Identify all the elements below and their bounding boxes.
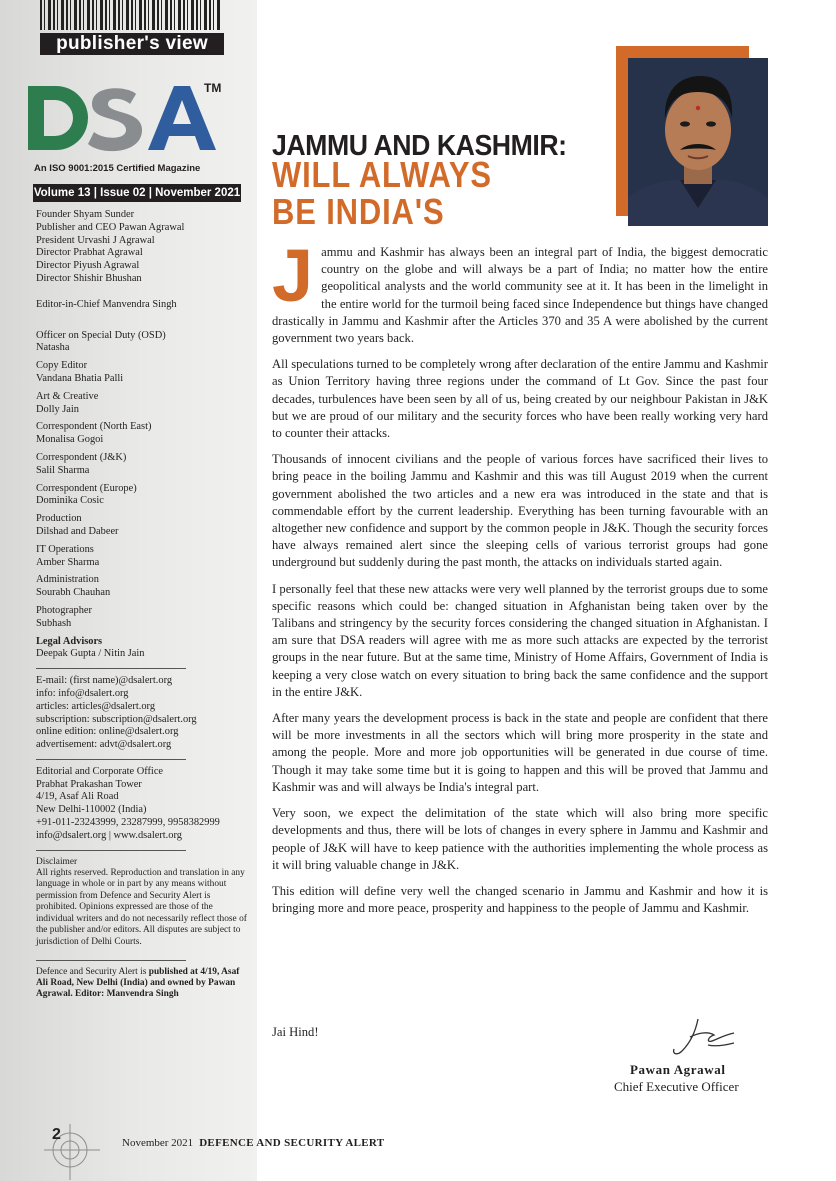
divider: [36, 960, 186, 961]
email-line: advertisement: advt@dsalert.org: [36, 739, 172, 751]
headline-line-2: WILL ALWAYS: [272, 154, 492, 195]
email-line: articles: articles@dsalert.org: [36, 700, 156, 712]
issue-banner: Volume 13 | Issue 02 | November 2021: [33, 184, 241, 202]
headline-line-1: JAMMU AND KASHMIR:: [272, 130, 567, 162]
staff-name: Dolly Jain: [36, 403, 80, 415]
legal-advisors-names: Deepak Gupta / Nitin Jain: [36, 648, 145, 660]
masthead-credits: [36, 209, 248, 1000]
email-line: info: info@dsalert.org: [36, 687, 129, 699]
page-footer: [122, 1137, 384, 1149]
tagline: An ISO 9001:2015 Certified Magazine: [34, 163, 201, 174]
office-line: +91-011-23243999, 23287999, 9958382999: [36, 817, 220, 829]
email-line: subscription: subscription@dsalert.org: [36, 713, 197, 725]
article-paragraph: All speculations turned to be completely wrong after declaration of the entire Jammu and Kashmir as Union Territory having three regions under the command of Lt Gov. Since the past four decades, turbulences have been seen by all of us, being created by our neighbour Pakistan in J&K but we are proud of our military and the security forces who have been really working very hard to counter their attacks.: [272, 357, 768, 441]
drop-cap: J: [272, 234, 314, 317]
article-paragraph: This edition will define very well the changed scenario in Jammu and Kashmir and how it is bringing more and more peace, prosperity and happiness to the people of Jammu and Kashmir.: [272, 883, 768, 916]
staff-name: Dominika Cosic: [36, 495, 104, 507]
editor-in-chief: Editor-in-Chief Manvendra Singh: [36, 298, 177, 310]
staff-name: Vandana Bhatia Palli: [36, 372, 124, 384]
legal-advisors-label: Legal Advisors: [36, 635, 103, 647]
masthead-sidebar: [0, 0, 257, 1181]
staff-name: Natasha: [36, 342, 70, 354]
publication-note-text: Defence and Security Alert is: [36, 966, 149, 977]
footer-date: November 2021: [122, 1137, 194, 1149]
paragraph-text: ammu and Kashmir has always been an integral part of India, the biggest democratic country on the globe and will always be a part of India; no matter how the entire geopolitical analysts and the world community see at it. It has been in the limelight in the entire world for the turmoil being faced since Independence but things have changed drastically in Jammu and Kashmir after the Articles 370 and 35 A were abolished by the current government two years back.: [272, 245, 768, 346]
founder-line: Founder Shyam Sunder: [36, 209, 135, 220]
crosshair-icon: [40, 1120, 100, 1180]
office-line: Prabhat Prakashan Tower: [36, 778, 142, 790]
office-line: info@dsalert.org | www.dsalert.org: [36, 829, 182, 841]
office-line: New Delhi-110002 (India): [36, 804, 147, 816]
article-paragraph: Very soon, we expect the delimitation of the state which will also bring more specific developments and thus, there will be lots of changes in every sphere in Jammu and Kashmir and people of J&K will have to keep patience with the authorities implementing the whole process as it will bring valuable change in J&K.: [272, 806, 768, 872]
staff-list: [36, 330, 248, 662]
office-address: [36, 766, 248, 843]
disclaimer-label: Disclaimer: [36, 856, 78, 867]
divider: [36, 668, 186, 669]
article-paragraph: Thousands of innocent civilians and the people of various forces have sacrificed their lives to bring peace in the boiling Jammu and Kashmir and this was till August 2019 when the current government abolished the two articles and a new era was introduced in the state and that is commendable effort by the current leadership. Everything has been turning favourable with an altogether new confidence and support by the common people in J&K. Though the security forces have always remained alert since the sleeping cells of various terrorist groups had gone underground but suddenly during the past month, the attacks on individuals started again.: [272, 452, 768, 570]
staff-role: Photographer: [36, 604, 92, 616]
staff-role: Administration: [36, 574, 99, 586]
logo-tm: TM: [204, 81, 222, 95]
founders-list: [36, 209, 248, 286]
founder-line: President Urvashi J Agrawal: [36, 234, 155, 246]
signoff: Jai Hind!: [272, 1025, 319, 1039]
staff-role: Officer on Special Duty (OSD): [36, 329, 166, 341]
email-line: online edition: online@dsalert.org: [36, 726, 179, 738]
signature-icon: [668, 1015, 738, 1060]
staff-name: Subhash: [36, 617, 72, 629]
footer-publication: DEFENCE AND SECURITY ALERT: [199, 1137, 385, 1149]
staff-role: IT Operations: [36, 543, 94, 555]
editorial-article: [272, 234, 768, 926]
staff-role: Production: [36, 513, 82, 525]
founder-line: Director Prabhat Agrawal: [36, 247, 143, 259]
office-line: 4/19, Asaf Ali Road: [36, 791, 119, 803]
publishers-view-banner: publisher's view: [40, 33, 224, 55]
founder-line: Director Shishir Bhushan: [36, 272, 142, 284]
office-line: Editorial and Corporate Office: [36, 765, 164, 777]
dsa-logo: [28, 80, 228, 160]
staff-role: Correspondent (North East): [36, 421, 152, 433]
staff-role: Correspondent (J&K): [36, 451, 127, 463]
author-title: Chief Executive Officer: [614, 1079, 739, 1094]
headline-line-3: BE INDIA'S: [272, 191, 445, 232]
founder-line: Publisher and CEO Pawan Agrawal: [36, 221, 185, 233]
author-name: Pawan Agrawal: [630, 1062, 726, 1077]
article-paragraph: I personally feel that these new attacks were very well planned by the terrorist groups due to some specific reasons which could be: changed situation in Afghanistan being taken over by the Talibans and stringency by the security forces considering the changed situation in Afghanistan. I am sure that DSA readers will agree with me as more such attacks are expected by the terrorist groups in the near future. But at the same time, Ministry of Home Affairs, Government of India is keeping a very close watch on every situation to bring back the same confidence and the support in the entire J&K.: [272, 581, 768, 699]
staff-name: Sourabh Chauhan: [36, 587, 111, 599]
staff-role: Copy Editor: [36, 360, 88, 372]
author-photo: [628, 58, 768, 226]
disclaimer-text: All rights reserved. Reproduction and translation in any language in whole or in part by any means without permission from Defence and Security Alert is prohibited. Opinions expressed are those of the individual writers and do not necessarily reflect those of the publisher and/or editors. All disputes are subject to jurisdiction of Delhi Courts.: [36, 868, 247, 947]
divider: [36, 759, 186, 760]
publication-note-bold: published at 4/19, Asaf Ali Road, New Delhi (India) and owned by Pawan Agrawal. Editor: Manvendra Singh: [36, 966, 240, 999]
article-paragraph: [272, 234, 768, 347]
page-number: 2: [52, 1126, 61, 1143]
staff-name: Monalisa Gogoi: [36, 434, 104, 446]
email-list: [36, 675, 248, 752]
staff-name: Amber Sharma: [36, 556, 100, 568]
publication-note: [36, 967, 248, 1000]
staff-role: Correspondent (Europe): [36, 482, 137, 494]
founder-line: Director Piyush Agrawal: [36, 260, 140, 272]
staff-name: Dilshad and Dabeer: [36, 525, 119, 537]
disclaimer: [36, 857, 248, 948]
article-paragraph: After many years the development process is back in the state and people are confident that there will be more investments in all the sectors which will bring more prosperity in the state and among the people. More and more job opportunities will be generated in due course of time. Though it may take some time but it is going to happen and this will be proved that Jammu and Kashmir was and will always be India's integral part.: [272, 711, 768, 794]
barcode: [40, 0, 220, 30]
email-line: E-mail: (first name)@dsalert.org: [36, 675, 173, 687]
staff-role: Art & Creative: [36, 390, 99, 402]
staff-name: Salil Sharma: [36, 464, 90, 476]
divider: [36, 850, 186, 851]
